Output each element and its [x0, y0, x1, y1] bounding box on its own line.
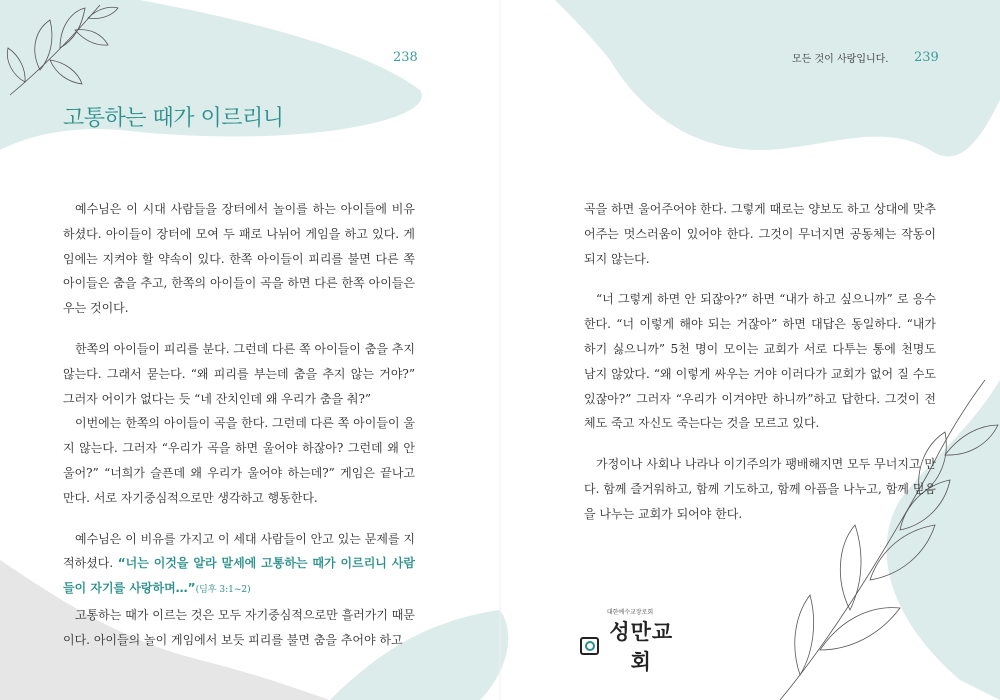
paragraph-with-quote [63, 527, 415, 603]
paragraph: 예수님은 이 시대 사람들을 장터에서 놀이를 하는 아이들에 비유하셨다. 아이들이 장터에 모여 두 패로 나뉘어 게임을 하고 있다. 게임에는 지켜야 할 약속이 있다. 한쪽 아이들이 피리를 불면 다른 쪽 아이들은 춤을 추고, 한쪽의 아이들이 곡을 하면 다른 한쪽 아이들은 우는 것이다. [63, 202, 415, 316]
paragraph: 곡을 하면 울어주어야 한다. 그렇게 때로는 양보도 하고 상대에 맞추어주는 멋스러움이 있어야 한다. 그것이 무너지면 공동체는 작동이 되지 않는다. [584, 202, 936, 266]
chapter-title: 고통하는 때가 이르리니 [63, 106, 284, 131]
top-right-teal-wash [555, 0, 1000, 156]
paragraph: 이번에는 한쪽의 아이들이 곡을 한다. 그런데 다른 쪽 아이들이 울지 않는다. 그러자 “우리가 곡을 하면 울어야 하잖아? 그런데 왜 안 울어?” “너희가 슬픈데 왜 우리가 울어야 하는데?” 게임은 끝나고 만다. 서로 자기중심적으로만 생각하고 행동한다. [63, 416, 415, 505]
church-logo-mark-icon [580, 637, 599, 655]
paragraph: 예수님은 이 비유를 가지고 이 세대 사람들이 안고 있는 문제를 지적하셨다. [63, 531, 415, 571]
page-number-right: 239 [914, 50, 939, 65]
church-logo [580, 607, 680, 676]
running-header: 모든 것이 사랑입니다. [792, 54, 889, 65]
right-column [584, 197, 936, 527]
paragraph: 고통하는 때가 이르는 것은 모두 자기중심적으로만 흘러가기 때문이다. 아이들의 놀이 게임에서 보듯 피리를 불면 춤을 추어야 하고 [63, 607, 415, 647]
left-column [63, 197, 415, 653]
paragraph: 한쪽의 아이들이 피리를 분다. 그런데 다른 쪽 아이들이 춤을 추지 않는다. 그래서 묻는다. “왜 피리를 부는데 춤을 추지 않는 거야?” 그러자 어이가 없다는 듯 “네 잔치인데 왜 우리가 춤을 춰?” [63, 341, 415, 406]
logo-denomination: 대한예수교장로회 [606, 609, 654, 616]
logo-wordmark [580, 616, 680, 676]
scripture-reference: (딤후 3:1~2) [195, 585, 251, 596]
page-number-left: 238 [393, 50, 418, 65]
logo-name: 성만교회 [609, 620, 674, 674]
scripture-quote: “너는 이것을 알라 말세에 고통하는 때가 이르리니 사람들이 자기를 사랑하며…” [63, 556, 415, 596]
paragraph: “너 그렇게 하면 안 되잖아?” 하면 “내가 하고 싶으니까” 로 응수한다. “너 이렇게 해야 되는 거잖아” 하면 대답은 동일하다. “내가 하기 싫으니까” 5천 명이 모이는 교회가 서로 다투는 통에 천명도 남지 않았다. “왜 이렇게 싸우는 거야 이러다가 교회가 없어 질 수도 있잖아?” 그러자 “우리가 이겨야만 하니까”하고 답한다. 그것이 전체도 죽고 자신도 죽는다는 것을 모르고 있다. [584, 292, 936, 431]
paragraph: 가정이나 사회나 나라나 이기주의가 팽배해지면 모두 무너지고 만다. 함께 즐거워하고, 함께 기도하고, 함께 아픔을 나누고, 함께 믿음을 나누는 교회가 되어야 한다. [584, 457, 936, 521]
